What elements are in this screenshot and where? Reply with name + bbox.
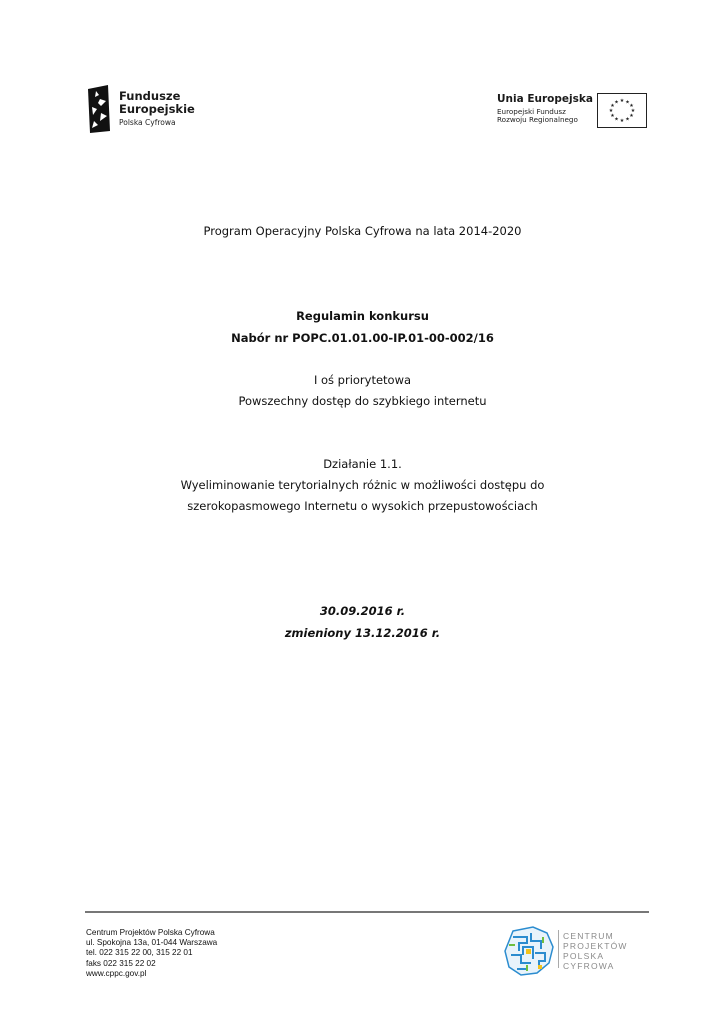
ue-logo-line1: Unia Europejska bbox=[497, 93, 593, 105]
svg-text:★: ★ bbox=[625, 99, 630, 106]
svg-text:★: ★ bbox=[619, 118, 625, 124]
cppc-logo-line1: CENTRUM bbox=[563, 931, 614, 941]
svg-text:★: ★ bbox=[608, 108, 614, 114]
unia-europejska-logo bbox=[497, 93, 652, 131]
footer-divider bbox=[85, 911, 649, 913]
cppc-logo-line3: POLSKA bbox=[563, 951, 605, 961]
cppc-logo-line2: PROJEKTÓW bbox=[563, 941, 628, 951]
footer-address bbox=[86, 928, 217, 979]
svg-text:★: ★ bbox=[625, 116, 630, 123]
ue-logo-line3: Rozwoju Regionalnego bbox=[497, 114, 578, 124]
action-name-line1: Wyeliminowanie terytorialnych różnic w możliwości dostępu do bbox=[180, 478, 545, 492]
footer-web: www.cppc.gov.pl bbox=[86, 968, 147, 978]
cppc-maze-map-icon bbox=[503, 925, 555, 977]
svg-text:★: ★ bbox=[629, 113, 634, 119]
footer-fax: faks 022 315 22 02 bbox=[86, 958, 156, 968]
footer-org: Centrum Projektów Polska Cyfrowa bbox=[86, 928, 215, 937]
priority-axis-label: I oś priorytetowa bbox=[313, 373, 412, 387]
action-name-line2: szerokopasmowego Internetu o wysokich przepustowościach bbox=[187, 499, 538, 513]
eu-flag-icon bbox=[597, 93, 647, 128]
svg-text:★: ★ bbox=[610, 113, 615, 119]
cppc-logo-separator bbox=[558, 930, 559, 968]
action-label: Działanie 1.1. bbox=[323, 457, 402, 471]
document-title: Regulamin konkursu bbox=[296, 309, 429, 323]
priority-axis-name: Powszechny dostęp do szybkiego internetu bbox=[238, 394, 487, 408]
fundusze-logo-line3: Polska Cyfrowa bbox=[119, 118, 176, 127]
svg-text:★: ★ bbox=[619, 98, 625, 104]
fundusze-europejskie-emblem-icon bbox=[86, 85, 114, 133]
fundusze-logo-line2: Europejskie bbox=[119, 101, 195, 116]
nabor-number: Nabór nr POPC.01.01.00-IP.01-00-002/16 bbox=[231, 331, 494, 345]
svg-text:★: ★ bbox=[610, 103, 615, 109]
document-date: 30.09.2016 r. bbox=[319, 604, 406, 618]
cppc-logo-text bbox=[563, 932, 628, 972]
svg-text:★: ★ bbox=[614, 116, 619, 123]
fundusze-europejskie-logo bbox=[86, 85, 206, 135]
fundusze-logo-line1: Fundusze bbox=[119, 89, 181, 103]
svg-text:★: ★ bbox=[629, 103, 634, 109]
program-name: Program Operacyjny Polska Cyfrowa na lata 2014-2020 bbox=[203, 224, 522, 238]
footer-phone: tel. 022 315 22 00, 315 22 01 bbox=[86, 948, 193, 958]
svg-text:★: ★ bbox=[614, 99, 619, 106]
ue-logo-line2: Europejski Fundusz bbox=[497, 106, 566, 116]
footer-street: ul. Spokojna 13a, 01-044 Warszawa bbox=[86, 938, 218, 948]
document-changed-date: zmieniony 13.12.2016 r. bbox=[284, 626, 441, 640]
svg-text:★: ★ bbox=[630, 108, 636, 114]
cppc-logo-line4: CYFROWA bbox=[563, 961, 615, 971]
